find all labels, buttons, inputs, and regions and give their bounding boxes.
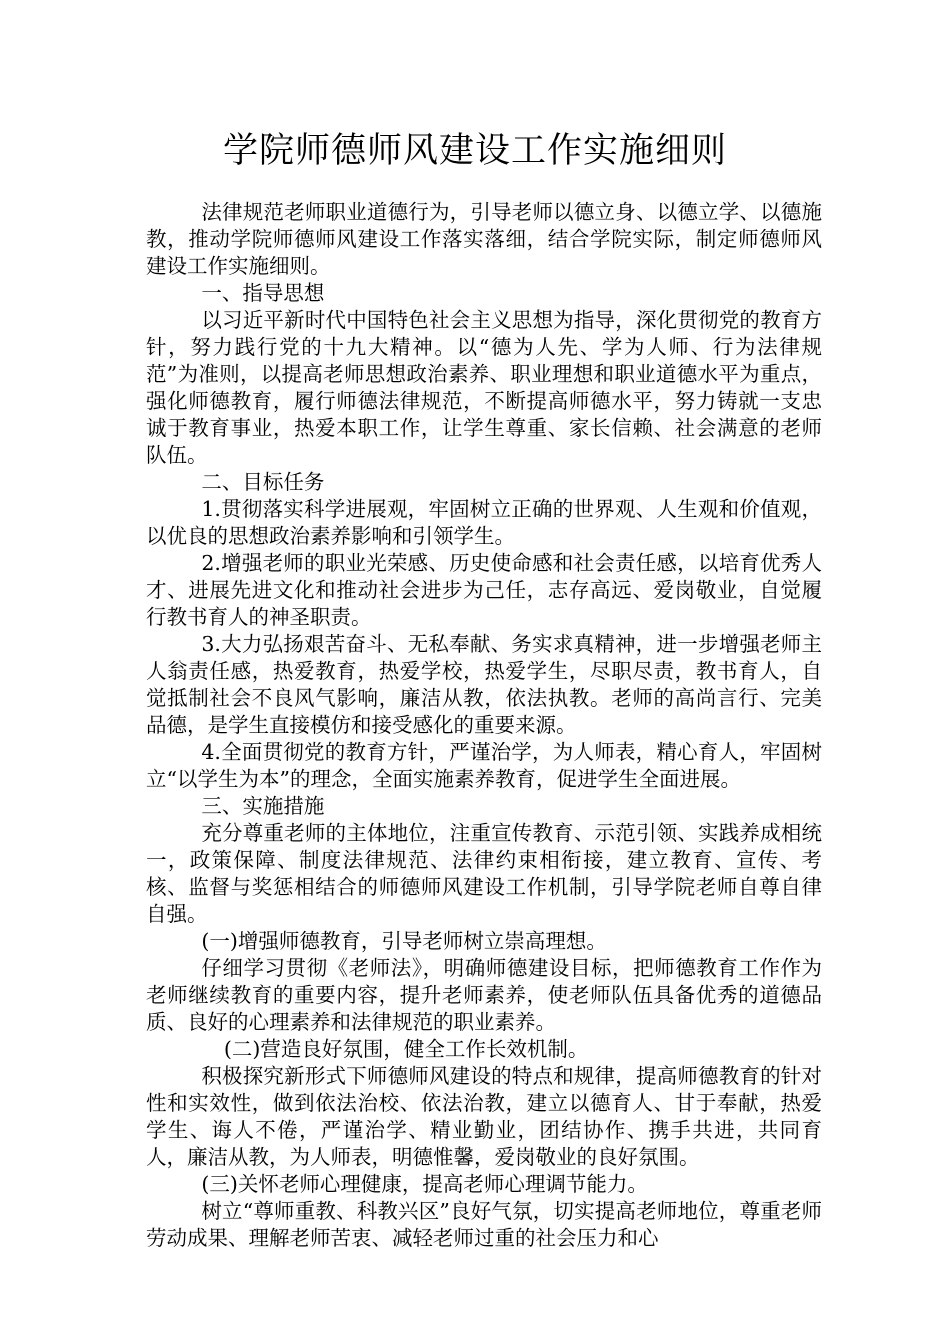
goal-item-1: 1.贯彻落实科学进展观，牢固树立正确的世界观、人生观和价值观，以优良的思想政治素养影响和引领学生。 xyxy=(146,497,822,548)
document-body xyxy=(146,199,822,1252)
subheading-measure-2: (二)营造良好氛围，健全工作长效机制。 xyxy=(223,1037,589,1061)
paragraph-guiding-thought: 以习近平新时代中国特色社会主义思想为指导，深化贯彻党的教育方针，努力践行党的十九大精神。以“德为人先、学为人师、行为法律规范”为准则，以提高老师思想政治素养、职业理想和职业道德水平为重点，强化师德教育，履行师德法律规范，不断提高师德水平，努力铸就一支忠诚于教育事业，热爱本职工作，让学生尊重、家长信赖、社会满意的老师队伍。 xyxy=(146,308,822,467)
subheading-measure-3: (三)关怀老师心理健康，提高老师心理调节能力。 xyxy=(201,1172,648,1196)
subheading-measure-1: (一)增强师德教育，引导老师树立崇高理想。 xyxy=(201,929,607,953)
goal-item-2: 2.增强老师的职业光荣感、历史使命感和社会责任感，以培育优秀人才、进展先进文化和推动社会进步为己任，志存高远、爱岗敬业，自觉履行教书育人的神圣职责。 xyxy=(146,551,822,629)
goal-item-3: 3.大力弘扬艰苦奋斗、无私奉献、务实求真精神，进一步增强老师主人翁责任感，热爱教育，热爱学校，热爱学生，尽职尽责，教书育人，自觉抵制社会不良风气影响，廉洁从教，依法执教。老师的高尚言行、完美品德，是学生直接模仿和接受感化的重要来源。 xyxy=(146,632,822,737)
goal-item-4: 4.全面贯彻党的教育方针，严谨治学，为人师表，精心育人，牢固树立“以学生为本”的理念，全面实施素养教育，促进学生全面进展。 xyxy=(146,740,822,791)
paragraph-measure-3: 树立“尊师重教、科教兴区”良好气氛，切实提高老师地位，尊重老师劳动成果、理解老师苦衷、减轻老师过重的社会压力和心 xyxy=(146,1199,822,1250)
paragraph-measures: 充分尊重老师的主体地位，注重宣传教育、示范引领、实践养成相统一，政策保障、制度法律规范、法律约束相衔接，建立教育、宣传、考核、监督与奖惩相结合的师德师风建设工作机制，引导学院老师自尊自律自强。 xyxy=(146,821,822,926)
section-heading-goals: 二、目标任务 xyxy=(201,470,325,494)
section-heading-measures: 三、实施措施 xyxy=(201,794,325,818)
document-title: 学院师德师风建设工作实施细则 xyxy=(222,131,727,171)
section-heading-guiding-thought: 一、指导思想 xyxy=(201,281,325,305)
paragraph-measure-2: 积极探究新形式下师德师风建设的特点和规律，提高师德教育的针对性和实效性，做到依法治校、依法治教，建立以德育人、甘于奉献，热爱学生、诲人不倦，严谨治学、精业勤业，团结协作、携手共进，共同育人，廉洁从教，为人师表，明德惟馨，爱岗敬业的良好氛围。 xyxy=(146,1064,822,1169)
paragraph-measure-1: 仔细学习贯彻《老师法》，明确师德建设目标，把师德教育工作作为老师继续教育的重要内容，提升老师素养，使老师队伍具备优秀的道德品质、良好的心理素养和法律规范的职业素养。 xyxy=(146,956,822,1034)
intro-paragraph: 法律规范老师职业道德行为，引导老师以德立身、以德立学、以德施教，推动学院师德师风建设工作落实落细，结合学院实际，制定师德师风建设工作实施细则。 xyxy=(146,200,822,278)
